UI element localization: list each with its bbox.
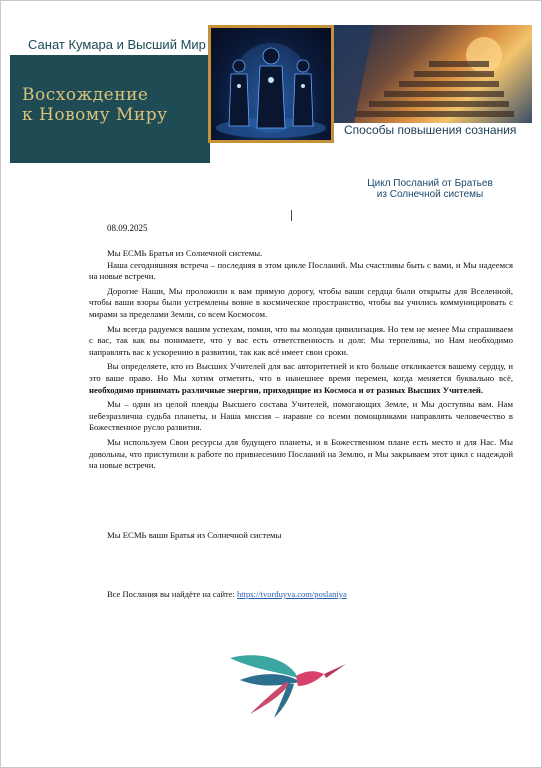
letter-paragraph-6: Мы используем Свои ресурсы для будущего планеты, и в Божественном плане есть место и для Нас. Мы довольны, что приступили к работе по привнесению Посланий на Землю, и Мы закрываем этот цикл с надеждой на новые встречи. [89, 436, 513, 471]
letter-paragraph-5: Мы – одни из целой плеяды Высшего состава Учителей, помогающих Земле, и Мы доступны вам. Нам небезразлична судьба планеты, и Наша миссия – наравне со всеми помощниками направлять человечество в Божественное русло развития. [89, 399, 513, 433]
letter-paragraph-1: Наша сегодняшняя встреча – последняя в этом цикле Посланий. Мы счастливы быть с вами, и Мы надеемся на новые встречи. [89, 259, 513, 282]
site-link[interactable]: https://tvorduyva.com/poslaniya [237, 589, 347, 599]
letter-paragraph-4 [89, 361, 513, 396]
banner-subtitle: Способы повышения сознания [344, 123, 517, 137]
footer-text: Все Послания вы найдёте на сайте: [107, 589, 238, 599]
text-cursor [291, 210, 292, 221]
banner-heading-line1: Восхождение [22, 85, 149, 105]
letter-greeting: Мы ЕСМЬ Братья из Солнечной системы. [107, 248, 263, 258]
letter-date: 08.09.2025 [107, 223, 148, 233]
footer-line [107, 589, 347, 599]
letter-paragraph-4-text: Вы определяете, кто из Высших Учителей для вас авторитетней и кто больше откликается вашему сердцу, и это ваше право. Но Мы хотим отметить, что в нынешнее время перемен, когда меняется буквально всё, [89, 361, 513, 383]
banner-stairs-image [334, 25, 532, 123]
banner-figures-image [208, 25, 334, 143]
cycle-line2: из Солнечной системы [376, 189, 484, 200]
cycle-line1: Цикл Посланий от Братьев [367, 178, 493, 189]
letter-paragraph-2: Дорогие Наши, Мы проложили к вам прямую дорогу, чтобы ваши сердца были открыты для Вселенной, чтобы ваши взоры были устремлены вовне в космическое пространство, чтобы вы учились коммуницировать с мирами за пределами Земли, со всем Космосом. [89, 285, 513, 319]
letter-paragraph-3: Мы всегда радуемся вашим успехам, помня, что вы молодая цивилизация. Но тем не менее Мы спрашиваем с вас, так как вы понимаете, что у вас есть ответственность и долг. Мы терпеливы, но Нам необходимо направлять вас к ускорению в развитии, так как всё имеет свои сроки. [89, 323, 513, 357]
stairs-illustration [334, 25, 532, 123]
hummingbird-logo [220, 640, 350, 720]
banner-heading-line2: к Новому Миру [22, 105, 168, 125]
letter-body [89, 248, 513, 475]
cycle-caption [340, 178, 520, 200]
banner-title: Санат Кумара и Высший Мир [28, 37, 206, 52]
figures-illustration [211, 28, 331, 140]
hummingbird-icon [220, 640, 350, 720]
banner-heading [22, 85, 202, 125]
header-banner [10, 25, 532, 163]
letter-signature: Мы ЕСМЬ ваши Братья из Солнечной системы [107, 530, 282, 540]
letter-paragraph-4-bold: необходимо принимать различные энергии, приходящие из Космоса и от разных Высших Учителей. [89, 384, 484, 395]
